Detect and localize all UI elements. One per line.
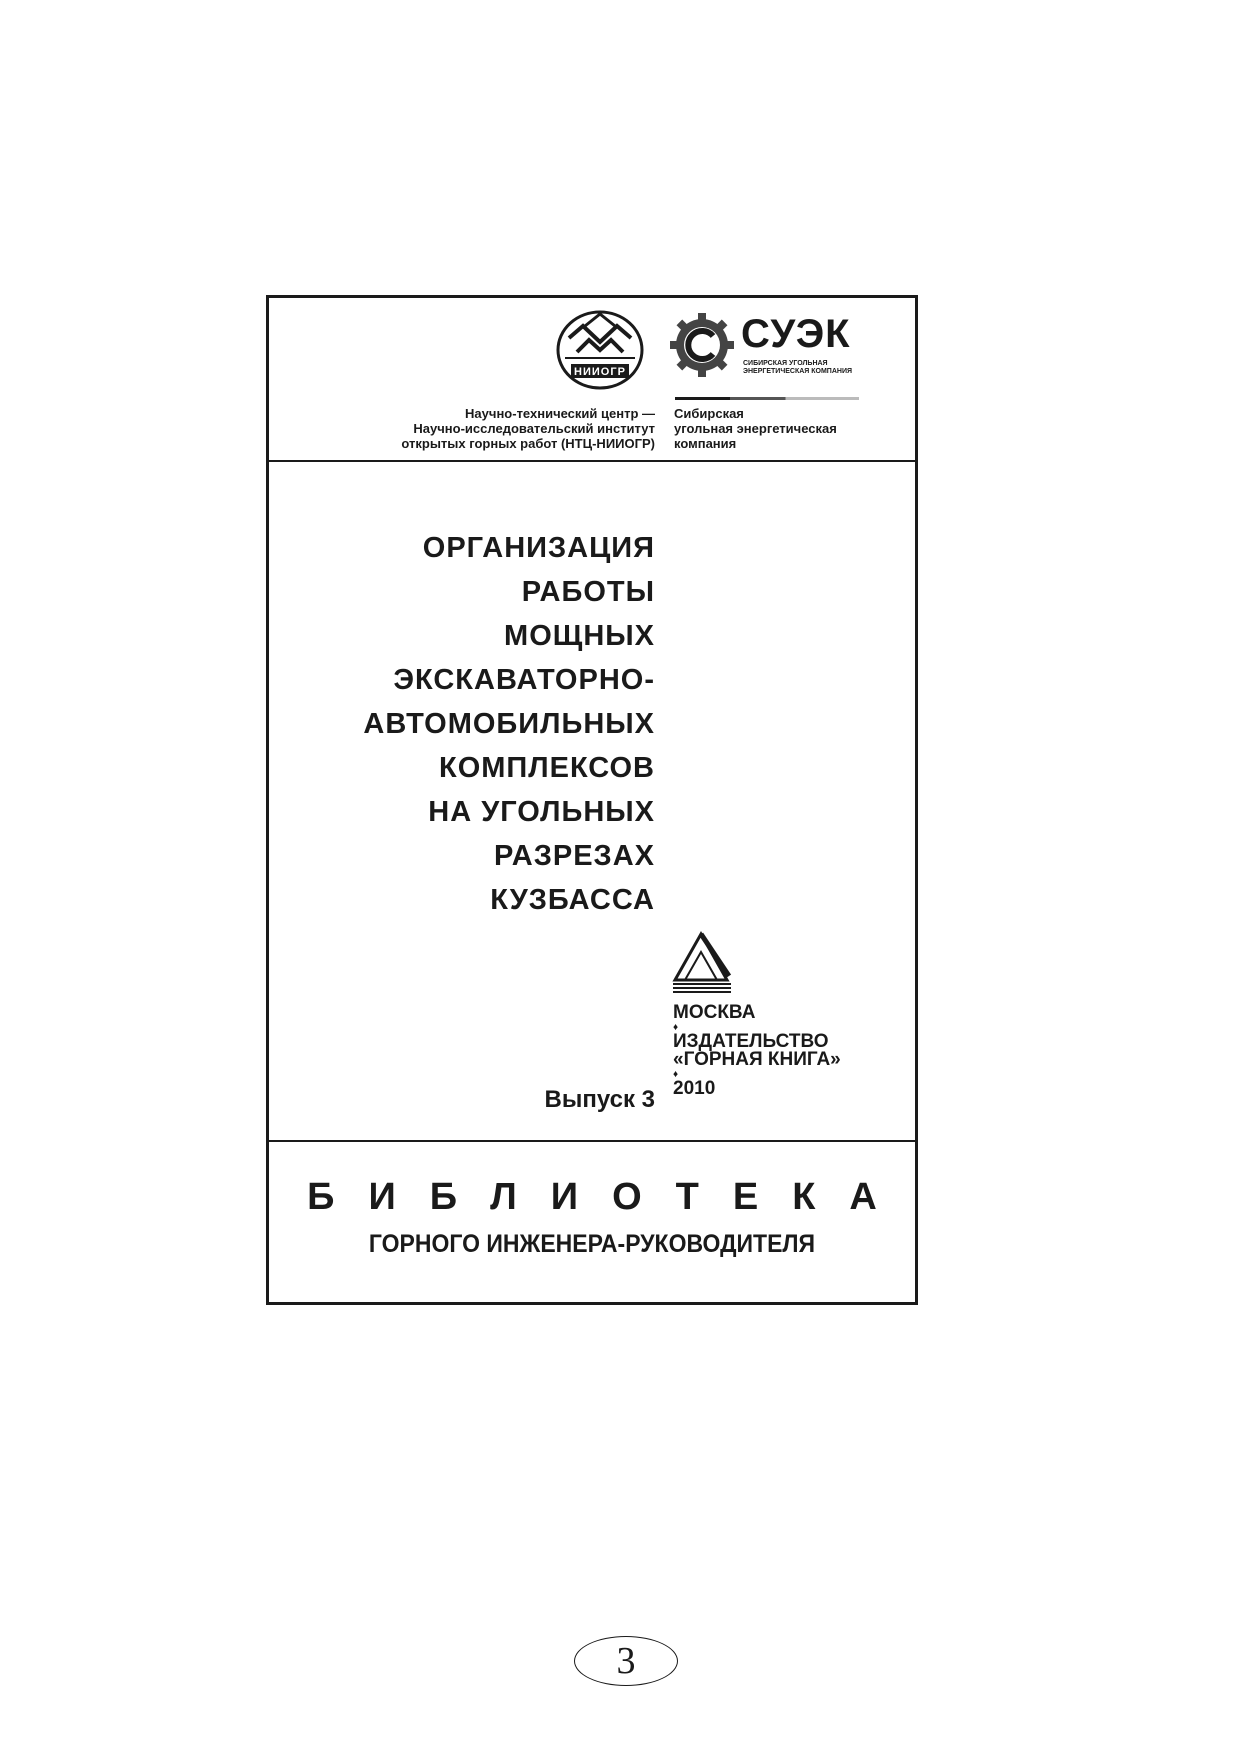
book-title <box>363 526 655 922</box>
niiogr-logo-icon <box>555 308 645 396</box>
title-line: РАЗРЕЗАХ <box>493 840 655 872</box>
publisher-separator: ♦ <box>673 1069 679 1080</box>
org-left-block <box>401 406 655 451</box>
title-line: НА УГОЛЬНЫХ <box>428 796 655 828</box>
title-line: КУЗБАССА <box>490 884 655 916</box>
divider-top <box>269 460 915 462</box>
title-page-frame <box>266 295 918 1305</box>
niiogr-logo-text: НИИОГР <box>574 366 626 378</box>
publisher-separator: ♦ <box>673 1022 679 1033</box>
publisher-year: 2010 <box>673 1078 716 1099</box>
suek-color-bar <box>675 397 859 400</box>
publisher-block <box>673 1004 841 1098</box>
publisher-name-line2: «ГОРНАЯ КНИГА» <box>673 1049 841 1070</box>
suek-wordmark: СУЭК <box>741 312 851 356</box>
title-line: ОРГАНИЗАЦИЯ <box>422 532 655 564</box>
org-left-line: открытых горных работ (НТЦ-НИИОГР) <box>401 436 655 451</box>
suek-logo <box>669 312 869 382</box>
publisher-city: МОСКВА <box>673 1002 756 1023</box>
title-line: АВТОМОБИЛЬНЫХ <box>363 708 655 740</box>
org-left-line: Научно-исследовательский институт <box>413 421 655 436</box>
org-right-line: Сибирская <box>674 406 744 421</box>
series-subtitle: ГОРНОГО ИНЖЕНЕРА-РУКОВОДИТЕЛЯ <box>368 1230 816 1258</box>
publisher-logo-icon <box>671 930 735 994</box>
issue-label: Выпуск 3 <box>544 1086 655 1113</box>
title-line: КОМПЛЕКСОВ <box>439 752 655 784</box>
page-number: 3 <box>574 1636 678 1686</box>
title-line: РАБОТЫ <box>521 576 655 608</box>
suek-subtitle: СИБИРСКАЯ УГОЛЬНАЯ ЭНЕРГЕТИЧЕСКАЯ КОМПАНИЯ <box>743 360 853 375</box>
org-right-line: компания <box>674 436 737 451</box>
suek-gear-icon <box>669 312 735 378</box>
publisher-name-line1: ИЗДАТЕЛЬСТВО <box>673 1031 829 1052</box>
title-line: МОЩНЫХ <box>504 620 655 652</box>
org-right-line: угольная энергетическая <box>674 421 837 436</box>
org-right-block <box>674 406 837 451</box>
title-line: ЭКСКАВАТОРНО- <box>393 664 655 696</box>
divider-bottom <box>269 1140 915 1142</box>
series-title: БИБЛИОТЕКА <box>307 1176 911 1218</box>
org-left-line: Научно-технический центр — <box>465 406 655 421</box>
